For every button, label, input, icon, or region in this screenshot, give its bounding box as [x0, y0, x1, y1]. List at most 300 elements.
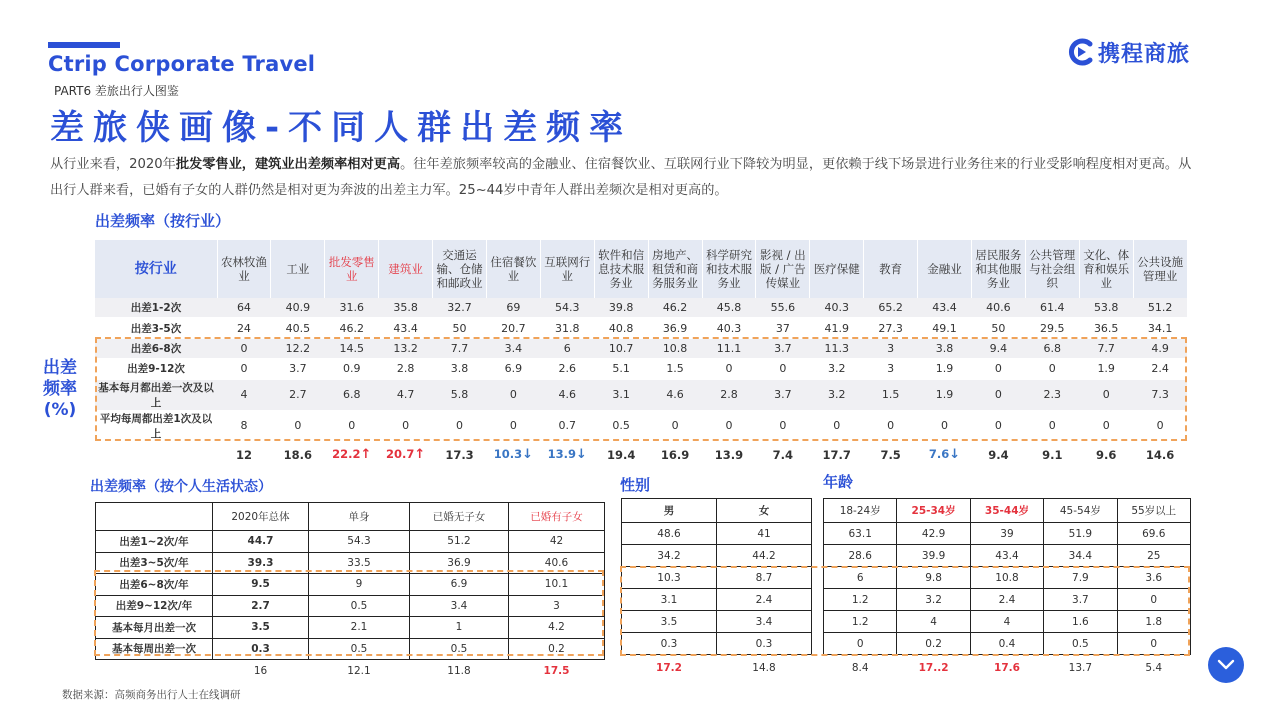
table-cell: 3.4 [486, 338, 540, 358]
table-cell: 4.6 [648, 379, 702, 410]
industry-total [971, 441, 1025, 468]
table-cell: 0 [702, 359, 756, 379]
table-cell: 1.9 [918, 359, 972, 379]
industry-column-header: 批发零售业 [325, 240, 379, 298]
table-cell: 1.9 [1079, 359, 1133, 379]
table-cell: 1.2 [824, 611, 897, 633]
industry-total [918, 441, 972, 468]
industry-total [810, 441, 864, 468]
table-cell: 0 [1025, 359, 1079, 379]
life-column-header: 已婚无子女 [410, 503, 509, 531]
table-cell: 0 [217, 338, 271, 358]
table-cell: 39.8 [594, 298, 648, 318]
table-cell: 34.2 [622, 545, 717, 567]
life-column-header: 已婚有子女 [509, 503, 605, 531]
table-cell: 42 [509, 531, 605, 553]
table-cell: 0.5 [309, 595, 410, 617]
industry-total [864, 441, 918, 468]
table-cell: 0 [810, 410, 864, 441]
table-cell: 45.8 [702, 298, 756, 318]
table-cell: 3.4 [717, 611, 812, 633]
table-cell: 0 [433, 410, 487, 441]
table-cell: 51.9 [1044, 523, 1117, 545]
gender-total: 14.8 [752, 662, 776, 674]
table-header-row [824, 499, 1191, 523]
company-logo [1066, 36, 1190, 68]
life-column-header: 2020年总体 [213, 503, 309, 531]
table-cell: 28.6 [824, 545, 897, 567]
table-cell: 2.8 [702, 379, 756, 410]
total-row [622, 655, 812, 682]
table-cell: 6.9 [410, 574, 509, 596]
industry-column-header: 房地产、租赁和商务服务业 [648, 240, 702, 298]
table-cell: 4.7 [379, 379, 433, 410]
row-label: 基本每月出差一次 [96, 617, 213, 639]
table-cell: 40.3 [810, 298, 864, 318]
table-cell: 4 [217, 379, 271, 410]
table-cell: 4 [897, 611, 970, 633]
total-value: 9.4 [988, 447, 1009, 462]
industry-column-header: 农林牧渔业 [217, 240, 271, 298]
table-cell: 34.4 [1044, 545, 1117, 567]
brand-name: Ctrip Corporate Travel [48, 52, 316, 76]
table-cell: 6.8 [325, 379, 379, 410]
life-total: 17.5 [543, 665, 570, 677]
table-cell: 20.7 [486, 318, 540, 338]
table-row [824, 545, 1191, 567]
row-label: 平均每周都出差1次及以上 [95, 410, 217, 441]
industry-column-header: 教育 [864, 240, 918, 298]
table-cell: 0 [971, 359, 1025, 379]
gender-age-dashed-box [620, 566, 1190, 656]
table-cell: 4 [970, 611, 1043, 633]
table-cell: 0.3 [717, 633, 812, 655]
table-cell: 2.7 [213, 595, 309, 617]
row-label: 出差1-2次 [95, 298, 217, 318]
row-label: 出差3-5次 [95, 318, 217, 338]
total-value: 17.7 [822, 447, 851, 462]
table-cell: 5.8 [433, 379, 487, 410]
corner-cell [96, 503, 213, 531]
table-cell: 40.8 [594, 318, 648, 338]
table-cell: 1.6 [1044, 611, 1117, 633]
life-column-header: 单身 [309, 503, 410, 531]
total-row [96, 660, 605, 683]
table-cell: 40.6 [971, 298, 1025, 318]
table-cell: 0 [1117, 589, 1190, 611]
table-cell: 2.4 [1133, 359, 1187, 379]
table-cell: 0.3 [622, 633, 717, 655]
industry-total [648, 441, 702, 468]
table-cell: 69 [486, 298, 540, 318]
table-cell: 54.3 [309, 531, 410, 553]
table-cell: 10.1 [509, 574, 605, 596]
table-cell: 0 [379, 410, 433, 441]
table-cell: 3.2 [897, 589, 970, 611]
age-total: 13.7 [1068, 662, 1093, 674]
table-cell: 27.3 [864, 318, 918, 338]
table-cell: 1.9 [918, 379, 972, 410]
table-cell: 2.7 [271, 379, 325, 410]
table-cell: 6.8 [1025, 338, 1079, 358]
table-cell: 3.2 [810, 379, 864, 410]
description-highlight: 批发零售业，建筑业出差频率相对更高 [175, 157, 401, 172]
life-section-title: 出差频率（按个人生活状态） [90, 479, 272, 495]
table-cell: 32.7 [433, 298, 487, 318]
table-row [95, 298, 1187, 318]
table-cell: 29.5 [1025, 318, 1079, 338]
age-column-header: 55岁以上 [1117, 499, 1190, 523]
table-cell: 6 [824, 567, 897, 589]
table-cell: 0 [1025, 410, 1079, 441]
table-cell: 6 [540, 338, 594, 358]
industry-column-header: 文化、体育和娱乐业 [1079, 240, 1133, 298]
row-label: 基本每月都出差一次及以上 [95, 379, 217, 410]
industry-total [702, 441, 756, 468]
table-cell: 36.9 [648, 318, 702, 338]
age-total: 17..2 [918, 662, 949, 674]
table-cell: 8.7 [717, 567, 812, 589]
total-value: 13.9 [714, 447, 744, 462]
total-value: 22.2 [332, 447, 361, 462]
ctrip-logo-icon [1066, 38, 1096, 66]
table-cell: 2.8 [379, 359, 433, 379]
table-cell: 3.7 [756, 379, 810, 410]
table-cell: 2.4 [970, 589, 1043, 611]
industry-column-header: 金融业 [918, 240, 972, 298]
life-total: 12.1 [347, 665, 371, 677]
table-cell: 6.9 [486, 359, 540, 379]
table-cell: 11.3 [810, 338, 864, 358]
table-cell: 9.8 [897, 567, 970, 589]
industry-column-header: 居民服务和其他服务业 [971, 240, 1025, 298]
industry-total [1025, 441, 1079, 468]
table-cell: 39 [970, 523, 1043, 545]
industry-section-title: 出差频率（按行业） [95, 212, 231, 230]
table-cell: 9.5 [213, 574, 309, 596]
total-value: 9.1 [1042, 447, 1063, 462]
part-label: PART6 差旅出行人图鉴 [54, 84, 179, 98]
table-cell: 44.2 [717, 545, 812, 567]
table-cell: 3.8 [918, 338, 972, 358]
arrow-up-icon: ↑ [360, 447, 372, 463]
row-label: 基本每周出差一次 [96, 638, 213, 660]
table-cell: 37 [756, 318, 810, 338]
table-cell: 0 [1079, 379, 1133, 410]
table-cell: 43.4 [918, 298, 972, 318]
table-cell: 0.2 [509, 638, 605, 660]
table-cell: 0.2 [897, 633, 970, 655]
table-cell: 3 [509, 595, 605, 617]
total-value: 19.4 [606, 447, 636, 462]
industry-total [486, 441, 540, 468]
table-cell: 36.5 [1079, 318, 1133, 338]
table-cell: 7.9 [1044, 567, 1117, 589]
table-cell: 1.5 [864, 379, 918, 410]
table-cell: 3.1 [594, 379, 648, 410]
table-header-row [96, 503, 605, 531]
table-cell: 11.1 [702, 338, 756, 358]
table-cell: 14.5 [325, 338, 379, 358]
table-row [622, 523, 812, 545]
table-cell: 3.7 [1044, 589, 1117, 611]
age-total: 8.4 [851, 662, 869, 674]
row-label: 出差6-8次 [95, 338, 217, 358]
highlight-dashed-box [95, 337, 1187, 441]
table-cell: 1.5 [648, 359, 702, 379]
table-cell: 3.7 [271, 359, 325, 379]
industry-total [540, 441, 594, 468]
table-cell: 51.2 [1133, 298, 1187, 318]
total-value: 9.6 [1096, 447, 1117, 462]
table-cell: 3.7 [756, 338, 810, 358]
table-cell: 53.8 [1079, 298, 1133, 318]
table-cell: 39.9 [897, 545, 970, 567]
table-cell: 9.4 [971, 338, 1025, 358]
industry-column-header: 交通运输、仓储和邮政业 [433, 240, 487, 298]
table-cell: 13.2 [379, 338, 433, 358]
frequency-side-label: 出差 频率 (%) [43, 358, 77, 420]
life-dashed-box [94, 570, 604, 656]
accent-bar [48, 42, 120, 48]
table-cell: 50 [433, 318, 487, 338]
table-cell: 0 [971, 379, 1025, 410]
table-cell: 40.6 [509, 552, 605, 574]
life-total: 16 [253, 665, 268, 677]
age-column-header: 35-44岁 [970, 499, 1043, 523]
industry-column-header: 软件和信息技术服务业 [594, 240, 648, 298]
industry-column-header: 影视 / 出版 / 广告传媒业 [756, 240, 810, 298]
table-cell: 63.1 [824, 523, 897, 545]
total-value: 13.9 [547, 447, 577, 462]
gender-column-header: 女 [717, 499, 812, 523]
table-cell: 36.9 [410, 552, 509, 574]
table-cell: 3.2 [810, 359, 864, 379]
table-cell: 2.4 [717, 589, 812, 611]
table-cell: 0 [824, 633, 897, 655]
table-row [95, 318, 1187, 338]
table-cell: 0.5 [309, 638, 410, 660]
table-cell: 64 [217, 298, 271, 318]
total-value: 18.6 [283, 447, 313, 462]
table-cell: 10.3 [622, 567, 717, 589]
table-cell: 48.6 [622, 523, 717, 545]
industry-total [756, 441, 810, 468]
table-cell: 0 [1133, 410, 1187, 441]
table-cell: 12.2 [271, 338, 325, 358]
table-cell: 51.2 [410, 531, 509, 553]
gender-section-title: 性别 [620, 476, 651, 494]
table-cell: 54.3 [540, 298, 594, 318]
table-cell: 0 [648, 410, 702, 441]
chevron-down-icon [1217, 659, 1235, 671]
table-cell: 61.4 [1025, 298, 1079, 318]
table-cell: 0 [756, 359, 810, 379]
age-column-header: 45-54岁 [1044, 499, 1117, 523]
table-cell: 3.4 [410, 595, 509, 617]
table-cell: 49.1 [918, 318, 972, 338]
table-cell: 0 [271, 410, 325, 441]
table-cell: 41.9 [810, 318, 864, 338]
table-cell: 0.9 [325, 359, 379, 379]
table-row [824, 523, 1191, 545]
industry-column-header: 科学研究和技术服务业 [702, 240, 756, 298]
table-cell: 3.6 [1117, 567, 1190, 589]
industry-corner-label: 按行业 [95, 240, 217, 298]
table-cell: 65.2 [864, 298, 918, 318]
table-cell: 69.6 [1117, 523, 1190, 545]
table-cell: 10.7 [594, 338, 648, 358]
table-cell: 46.2 [325, 318, 379, 338]
total-value: 7.4 [772, 447, 794, 462]
table-cell: 3.8 [433, 359, 487, 379]
total-value: 7.6 [928, 447, 950, 462]
table-cell: 44.7 [213, 531, 309, 553]
table-cell: 3.5 [622, 611, 717, 633]
total-value: 20.7 [385, 447, 415, 462]
table-cell: 0 [864, 410, 918, 441]
table-cell: 43.4 [970, 545, 1043, 567]
industry-column-header: 建筑业 [379, 240, 433, 298]
table-cell: 46.2 [648, 298, 702, 318]
table-cell: 24 [217, 318, 271, 338]
table-cell: 1.8 [1117, 611, 1190, 633]
table-cell: 0 [918, 410, 972, 441]
data-source: 数据来源：高频商务出行人士在线调研 [62, 689, 241, 701]
row-label: 出差1~2次/年 [96, 531, 213, 553]
table-cell: 0 [702, 410, 756, 441]
table-cell: 0 [1079, 410, 1133, 441]
total-spacer [95, 441, 217, 468]
table-cell: 4.2 [509, 617, 605, 639]
table-cell: 0.3 [213, 638, 309, 660]
gender-column-header: 男 [622, 499, 717, 523]
scroll-down-button[interactable] [1208, 647, 1244, 683]
table-cell: 0 [486, 379, 540, 410]
age-column-header: 18-24岁 [824, 499, 897, 523]
table-cell: 40.9 [271, 298, 325, 318]
gender-total: 17.2 [656, 662, 682, 674]
table-cell: 43.4 [379, 318, 433, 338]
table-cell: 40.5 [271, 318, 325, 338]
table-cell: 10.8 [648, 338, 702, 358]
table-cell: 25 [1117, 545, 1190, 567]
table-cell: 40.3 [702, 318, 756, 338]
table-cell: 0 [217, 359, 271, 379]
total-value: 7.5 [880, 447, 901, 462]
table-cell: 3 [864, 359, 918, 379]
total-value: 10.3 [493, 447, 523, 462]
table-cell: 0.4 [970, 633, 1043, 655]
table-cell: 7.7 [433, 338, 487, 358]
table-cell: 1 [410, 617, 509, 639]
industry-total [433, 441, 487, 468]
table-cell: 5.1 [594, 359, 648, 379]
table-cell: 2.3 [1025, 379, 1079, 410]
age-total: 5.4 [1145, 662, 1163, 674]
table-cell: 39.3 [213, 552, 309, 574]
industry-column-header: 公共设施管理业 [1133, 240, 1187, 298]
age-column-header: 25-34岁 [897, 499, 970, 523]
industry-total [271, 441, 325, 468]
total-value: 16.9 [660, 447, 690, 462]
logo-text: 携程商旅 [1098, 41, 1191, 67]
table-cell: 0.5 [594, 410, 648, 441]
industry-column-header: 公共管理与社会组织 [1025, 240, 1079, 298]
table-cell: 2.1 [309, 617, 410, 639]
table-cell: 41 [717, 523, 812, 545]
arrow-down-icon: ↓ [576, 447, 587, 463]
arrow-down-icon: ↓ [949, 447, 961, 463]
industry-total [1133, 441, 1187, 468]
table-cell: 0 [1117, 633, 1190, 655]
arrow-down-icon: ↓ [522, 447, 534, 463]
table-cell: 3 [864, 338, 918, 358]
row-label: 出差9-12次 [95, 359, 217, 379]
row-label: 出差9~12次/年 [96, 595, 213, 617]
table-cell: 2.6 [540, 359, 594, 379]
table-cell: 0.5 [410, 638, 509, 660]
table-cell: 0 [756, 410, 810, 441]
table-cell: 55.6 [756, 298, 810, 318]
row-label: 出差6~8次/年 [96, 574, 213, 596]
arrow-up-icon: ↑ [414, 447, 426, 463]
table-cell: 34.1 [1133, 318, 1187, 338]
age-total: 17.6 [994, 662, 1020, 674]
table-cell: 3.1 [622, 589, 717, 611]
table-row [622, 545, 812, 567]
table-cell: 33.5 [309, 552, 410, 574]
table-cell: 0.7 [540, 410, 594, 441]
industry-total [379, 441, 433, 468]
industry-total [217, 441, 271, 468]
row-label: 出差3~5次/年 [96, 552, 213, 574]
table-cell: 3.5 [213, 617, 309, 639]
table-cell: 1.2 [824, 589, 897, 611]
table-cell: 4.6 [540, 379, 594, 410]
total-value: 17.3 [445, 447, 474, 462]
industry-column-header: 互联网行业 [540, 240, 594, 298]
table-cell: 0 [486, 410, 540, 441]
table-cell: 35.8 [379, 298, 433, 318]
total-value: 14.6 [1145, 447, 1175, 462]
table-cell: 8 [217, 410, 271, 441]
industry-column-header: 医疗保健 [810, 240, 864, 298]
industry-column-header: 工业 [271, 240, 325, 298]
total-value: 12 [235, 447, 252, 462]
table-cell: 50 [971, 318, 1025, 338]
table-header-row [622, 499, 812, 523]
life-total: 11.8 [447, 665, 471, 677]
table-cell: 9 [309, 574, 410, 596]
table-cell: 0.5 [1044, 633, 1117, 655]
total-spacer [96, 660, 213, 683]
industry-total [325, 441, 379, 468]
table-cell: 0 [971, 410, 1025, 441]
table-cell: 42.9 [897, 523, 970, 545]
table-cell: 31.6 [325, 298, 379, 318]
table-cell: 0 [325, 410, 379, 441]
table-cell: 7.3 [1133, 379, 1187, 410]
table-cell: 31.8 [540, 318, 594, 338]
industry-total [594, 441, 648, 468]
age-section-title: 年龄 [823, 473, 854, 491]
total-row [824, 655, 1191, 682]
description: 从行业来看，2020年批发零售业，建筑业出差频率相对更高。往年差旅频率较高的金融业、住宿餐饮业、互联网行业下降较为明显，更依赖于线下场景进行业务往来的行业受影响程度相对更高。从出行人群来看，已婚有子女的人群仍然是相对更为奔波的出差主力军。25~44岁中青年人群出差频次是相对更高的。 [50, 157, 1192, 198]
table-row [96, 531, 605, 553]
table-cell: 7.7 [1079, 338, 1133, 358]
page-title: 差旅侠画像-不同人群出差频率 [50, 108, 633, 148]
